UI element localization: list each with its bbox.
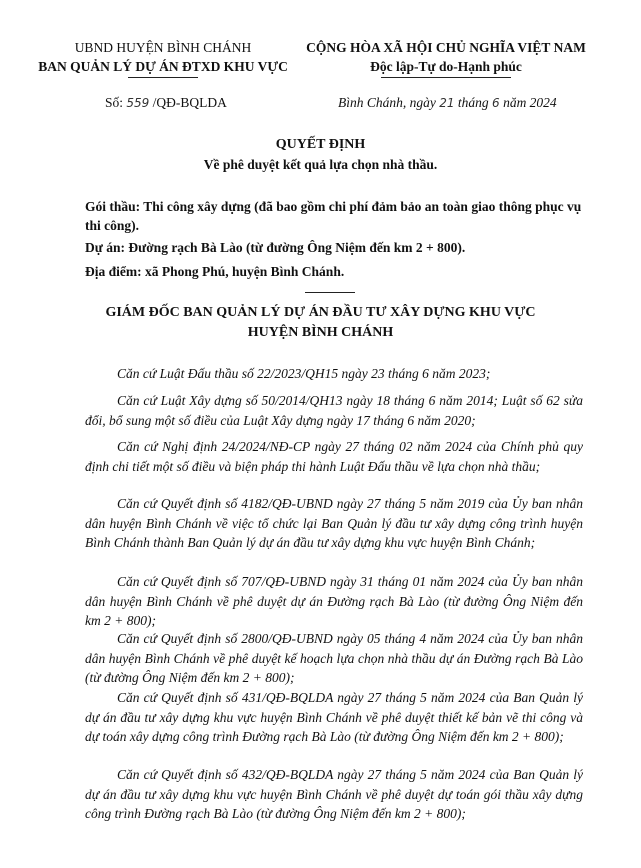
- legal-basis-item: Căn cứ Quyết định số 431/QĐ-BQLDA ngày 27 tháng 5 năm 2024 của Ban Quản lý dự án đầu tư xây dựng khu vực huyện Bình Chánh về phê duyệt thiết kế bản vẽ thi công và dự toán xây dựng công trình Đường rạch Bà Lào (từ đường Ông Niệm đến km 2 + 800);: [85, 690, 583, 744]
- divider: [305, 292, 355, 293]
- package-info: Gói thầu: Thi công xây dựng (đã bao gồm chi phí đảm bảo an toàn giao thông phục vụ thi công).: [85, 199, 582, 233]
- issuer-line-2: BAN QUẢN LÝ DỰ ÁN ĐTXD KHU VỰC: [38, 59, 288, 74]
- issuer-line-1: UBND HUYỆN BÌNH CHÁNH: [74, 40, 252, 55]
- document-number: [105, 95, 227, 111]
- number-suffix: /QĐ-BQLDA: [152, 95, 227, 110]
- motto-underline: [381, 77, 511, 78]
- legal-basis-item: Căn cứ Luật Đấu thầu số 22/2023/QH15 ngày 23 tháng 6 năm 2023;: [117, 366, 491, 381]
- national-header: [286, 38, 606, 78]
- national-motto: Độc lập-Tự do-Hạnh phúc: [370, 59, 522, 74]
- date-day: 21: [439, 96, 455, 110]
- authority-line-1: GIÁM ĐỐC BAN QUẢN LÝ DỰ ÁN ĐẦU TƯ XÂY DỰNG KHU VỰC: [105, 305, 536, 320]
- location-info: Địa điểm: xã Phong Phú, huyện Bình Chánh.: [85, 264, 345, 279]
- legal-basis-item: Căn cứ Quyết định số 4182/QĐ-UBND ngày 27 tháng 5 năm 2019 của Ủy ban nhân dân huyện Bình Chánh về việc tổ chức lại Ban Quản lý đầu tư xây dựng công trình huyện Bình Chánh thành Ban Quản lý dự án đầu tư xây dựng khu vực huyện Bình Chánh;: [85, 496, 583, 550]
- date-month-label: tháng: [457, 95, 489, 110]
- issuer-underline: [128, 77, 198, 78]
- project-info: Dự án: Đường rạch Bà Lào (từ đường Ông Niệm đến km 2 + 800).: [85, 240, 466, 255]
- decision-subtitle: Về phê duyệt kết quả lựa chọn nhà thầu.: [203, 157, 438, 172]
- number-handwritten: 559: [126, 96, 150, 110]
- legal-basis-item: Căn cứ Quyết định số 432/QĐ-BQLDA ngày 27 tháng 5 năm 2024 của Ban Quản lý dự án đầu tư xây dựng khu vực huyện Bình Chánh về phê duyệt dự toán gói thầu xây dựng công trình Đường rạch Bà Lào (từ đường Ông Niệm đến km 2 + 800);: [85, 767, 583, 821]
- decision-title: QUYẾT ĐỊNH: [275, 137, 366, 152]
- national-line-1: CỘNG HÒA XÃ HỘI CHỦ NGHĨA VIỆT NAM: [306, 40, 586, 55]
- legal-basis-item: Căn cứ Nghị định 24/2024/NĐ-CP ngày 27 tháng 02 năm 2024 của Chính phủ quy định chi tiết một số điều và biện pháp thi hành Luật Đấu thầu về lựa chọn nhà thầu;: [85, 439, 583, 474]
- date-month: 6: [492, 96, 500, 110]
- legal-basis-item: Căn cứ Quyết định số 2800/QĐ-UBND ngày 05 tháng 4 năm 2024 của Ủy ban nhân dân huyện Bình Chánh về phê duyệt kế hoạch lựa chọn nhà thầu dự án Đường rạch Bà Lào (từ đường Ông Niệm đến km 2 + 800);: [85, 631, 583, 685]
- legal-basis-item: Căn cứ Luật Xây dựng số 50/2014/QH13 ngày 18 tháng 6 năm 2014; Luật số 62 sửa đổi, bổ sung một số điều của Luật Xây dựng ngày 17 tháng 6 năm 2020;: [85, 393, 583, 428]
- legal-basis-item: Căn cứ Quyết định số 707/QĐ-UBND ngày 31 tháng 01 năm 2024 của Ủy ban nhân dân huyện Bình Chánh về phê duyệt dự án Đường rạch Bà Lào (từ đường Ông Niệm đến km 2 + 800);: [85, 574, 583, 628]
- date-line: [338, 95, 557, 111]
- date-place-day: Bình Chánh, ngày: [338, 95, 436, 110]
- authority-heading: [0, 303, 641, 343]
- number-prefix: Số:: [105, 95, 124, 110]
- authority-line-2: HUYỆN BÌNH CHÁNH: [247, 325, 394, 340]
- issuer-header: [38, 38, 288, 78]
- date-year: năm 2024: [503, 95, 557, 110]
